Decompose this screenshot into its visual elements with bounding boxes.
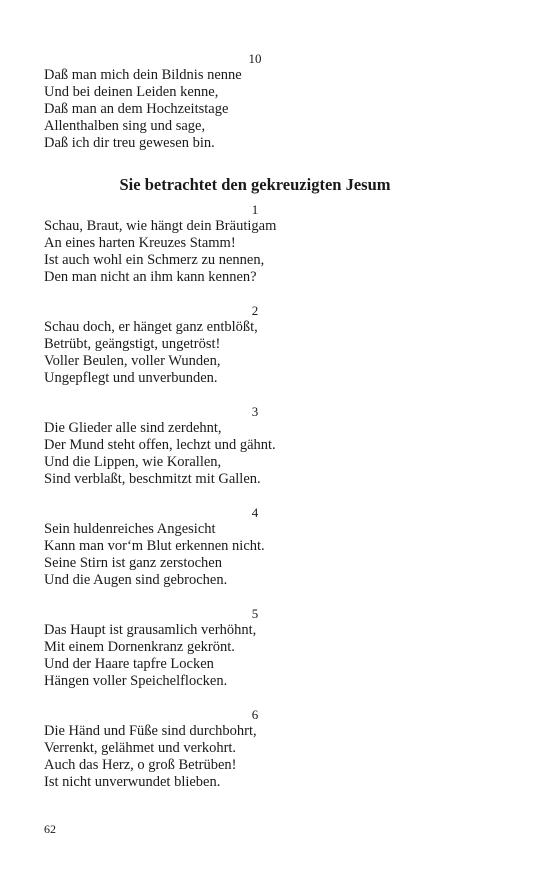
stanza-4 (44, 505, 474, 589)
stanza-5 (44, 606, 474, 690)
verse-line: Das Haupt ist grausamlich verhöhnt, (44, 622, 257, 638)
verse-line: Schau doch, er hänget ganz entblößt, (44, 319, 258, 335)
verse-line: Und bei deinen Leiden kenne, (44, 84, 219, 100)
stanza-number: 6 (251, 707, 259, 722)
verse-line: Daß ich dir treu gewesen bin. (44, 135, 215, 151)
verse-line: Die Händ und Füße sind durchbohrt, (44, 723, 257, 739)
verse-line: Sein huldenreiches Angesicht (44, 521, 216, 537)
verse-line: Betrübt, geängstigt, ungetröst! (44, 336, 221, 352)
verse-line: Kann man vor‘m Blut erkennen nicht. (44, 538, 265, 554)
verse-line: Schau, Braut, wie hängt dein Bräutigam (44, 218, 277, 234)
verse-line: Daß man an dem Hochzeitstage (44, 101, 229, 117)
stanza-number: 2 (251, 303, 259, 318)
stanza-1 (44, 202, 474, 286)
stanza-number: 5 (251, 606, 259, 621)
verse-line: Ungepflegt und unverbunden. (44, 370, 218, 386)
stanza-number: 1 (251, 202, 259, 217)
page-number: 62 (44, 822, 56, 836)
verse-line: Mit einem Dornenkranz gekrönt. (44, 639, 235, 655)
stanza-number: 10 (248, 51, 262, 66)
verse-line: Und der Haare tapfre Locken (44, 656, 214, 672)
verse-line: Der Mund steht offen, lechzt und gähnt. (44, 437, 276, 453)
verse-line: Ist auch wohl ein Schmerz zu nennen, (44, 252, 265, 268)
verse-line: Allenthalben sing und sage, (44, 118, 206, 134)
verse-line: Daß man mich dein Bildnis nenne (44, 67, 242, 83)
verse-line: Verrenkt, gelähmet und verkohrt. (44, 740, 237, 756)
stanza-2 (44, 303, 474, 387)
stanza-6 (44, 707, 474, 791)
verse-line: Und die Lippen, wie Korallen, (44, 454, 222, 470)
stanza-number: 3 (251, 404, 259, 419)
verse-line: Hängen voller Speichelflocken. (44, 673, 228, 689)
verse-line: Und die Augen sind gebrochen. (44, 572, 228, 588)
verse-line: Voller Beulen, voller Wunden, (44, 353, 221, 369)
stanza-number: 4 (251, 505, 259, 520)
verse-line: Ist nicht unverwundet blieben. (44, 774, 221, 790)
stanza-3 (44, 404, 474, 488)
poem-title: Sie betrachtet den gekreuzigten Jesum (119, 175, 391, 194)
verse-line: Den man nicht an ihm kann kennen? (44, 269, 257, 285)
stanza-prev-10 (44, 51, 474, 152)
verse-line: Seine Stirn ist ganz zerstochen (44, 555, 222, 571)
verse-line: Auch das Herz, o groß Betrüben! (44, 757, 237, 773)
verse-line: Die Glieder alle sind zerdehnt, (44, 420, 222, 436)
verse-line: An eines harten Kreuzes Stamm! (44, 235, 236, 251)
verse-line: Sind verblaßt, beschmitzt mit Gallen. (44, 471, 261, 487)
